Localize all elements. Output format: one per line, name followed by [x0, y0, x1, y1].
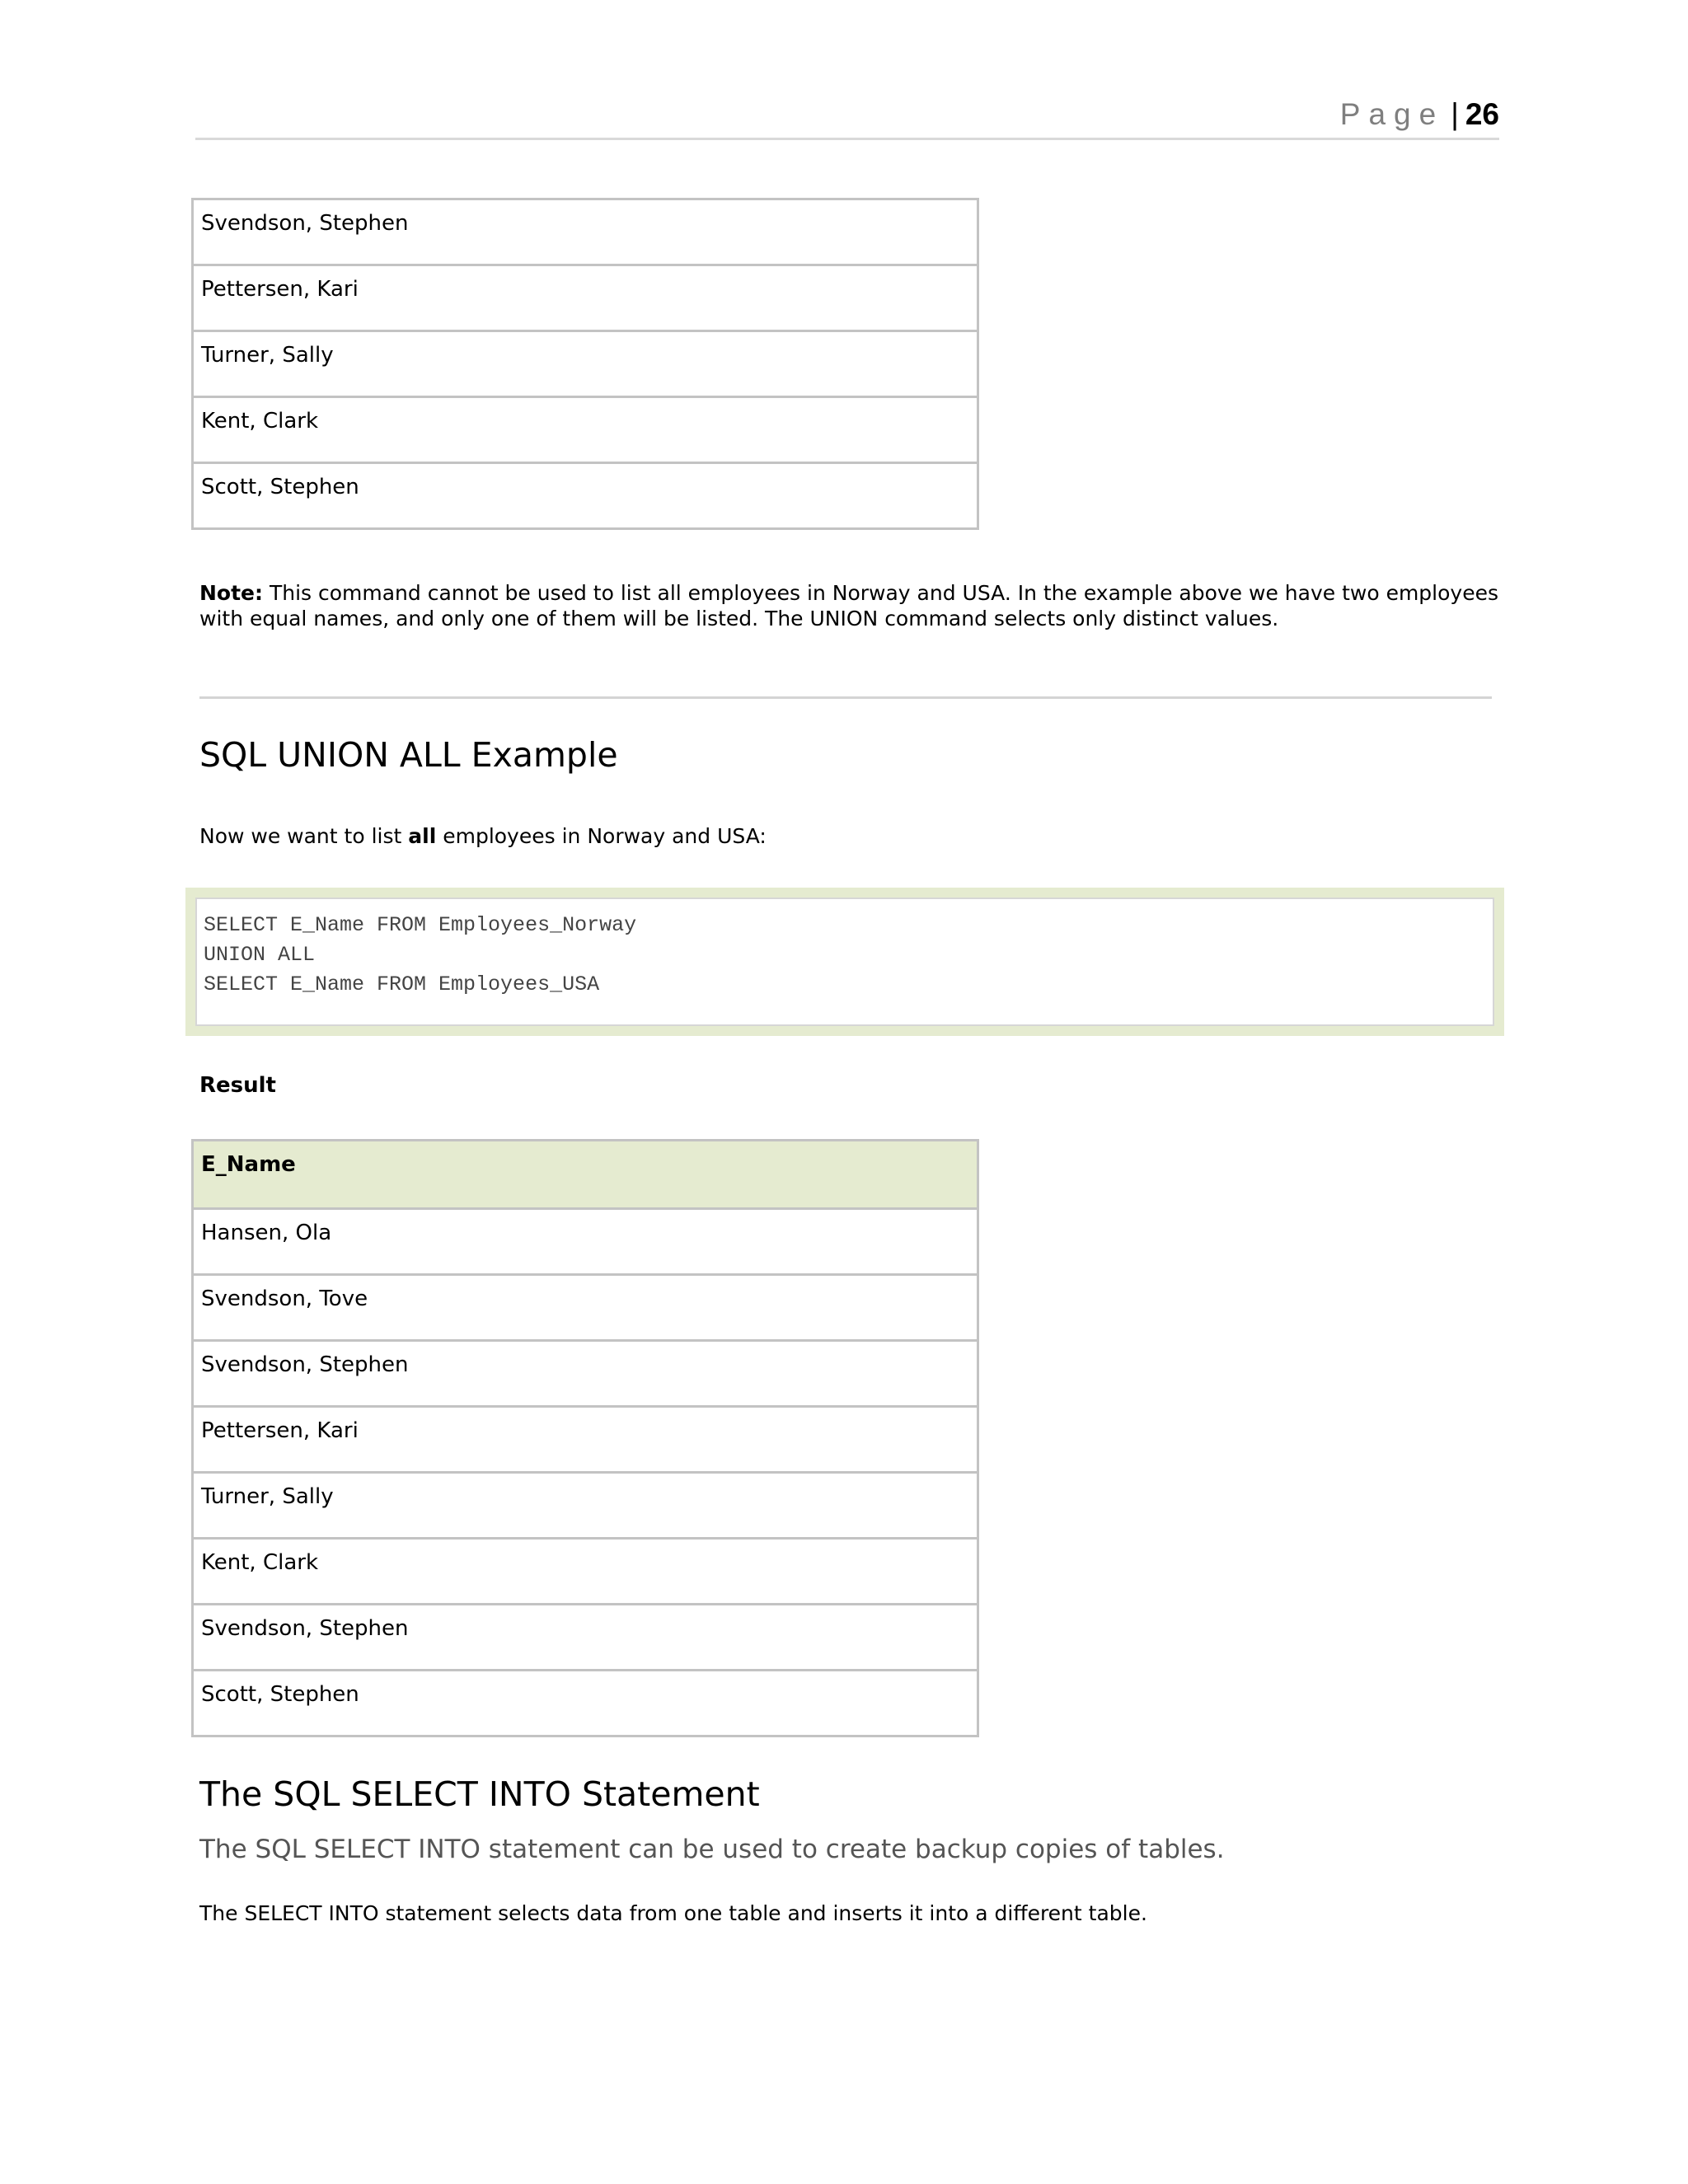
table-cell: Svendson, Stephen: [193, 1605, 978, 1671]
table-row: [193, 265, 978, 331]
column-header-e-name: E_Name: [193, 1141, 978, 1209]
table-cell: Kent, Clark: [193, 1539, 978, 1605]
code-line: SELECT E_Name FROM Employees_Norway: [204, 913, 637, 937]
intro-text-start: Now we want to list: [199, 824, 409, 848]
intro-bold-word: all: [408, 824, 437, 848]
table-row: [193, 463, 978, 529]
select-into-description: The SELECT INTO statement selects data from one table and inserts it into a different table.: [199, 1901, 1147, 1925]
table-cell: Turner, Sally: [193, 331, 978, 397]
table-cell: Hansen, Ola: [193, 1209, 978, 1275]
table-cell: Svendson, Stephen: [193, 1341, 978, 1407]
note-paragraph: [199, 580, 1502, 631]
page-separator: |: [1451, 97, 1459, 131]
select-into-lead: The SQL SELECT INTO statement can be used to create backup copies of tables.: [199, 1835, 1225, 1864]
table-cell: Scott, Stephen: [193, 1671, 978, 1736]
union-all-heading: SQL UNION ALL Example: [199, 735, 618, 775]
table-row: [193, 1407, 978, 1473]
table-cell: Turner, Sally: [193, 1473, 978, 1539]
table-cell: Pettersen, Kari: [193, 265, 978, 331]
select-into-heading: The SQL SELECT INTO Statement: [199, 1774, 760, 1814]
table-cell: Pettersen, Kari: [193, 1407, 978, 1473]
table-row: [193, 1341, 978, 1407]
table-row: [193, 331, 978, 397]
table-cell: Svendson, Tove: [193, 1275, 978, 1341]
table-header-row: [193, 1141, 978, 1209]
table-cell: Svendson, Stephen: [193, 199, 978, 265]
code-line: SELECT E_Name FROM Employees_USA: [204, 972, 600, 996]
table-row: [193, 1671, 978, 1736]
table-row: [193, 1275, 978, 1341]
note-label: Note:: [199, 581, 264, 605]
table-row: [193, 1209, 978, 1275]
result-label: Result: [199, 1073, 276, 1098]
table-row: [193, 1473, 978, 1539]
code-example-box: [185, 888, 1504, 1036]
intro-text-end: employees in Norway and USA:: [436, 824, 767, 848]
table-row: [193, 397, 978, 463]
union-all-result-table: [191, 1139, 979, 1737]
table-row: [193, 1539, 978, 1605]
page-label: Page: [1339, 97, 1445, 131]
code-line: UNION ALL: [204, 943, 316, 967]
code-example: [195, 898, 1494, 1026]
table-row: [193, 1605, 978, 1671]
table-row: [193, 199, 978, 265]
section-divider: [199, 696, 1492, 699]
table-cell: Kent, Clark: [193, 397, 978, 463]
page-number-value: 26: [1465, 97, 1499, 131]
union-result-table-continued: [191, 198, 979, 530]
page-header: [195, 95, 1499, 140]
table-cell: Scott, Stephen: [193, 463, 978, 529]
union-all-intro: [199, 823, 767, 850]
page-number: [1340, 96, 1499, 133]
note-text: This command cannot be used to list all employees in Norway and USA. In the example above we have two employees with equal names, and only one of them will be listed. The UNION command selects only distinct values.: [199, 581, 1498, 630]
